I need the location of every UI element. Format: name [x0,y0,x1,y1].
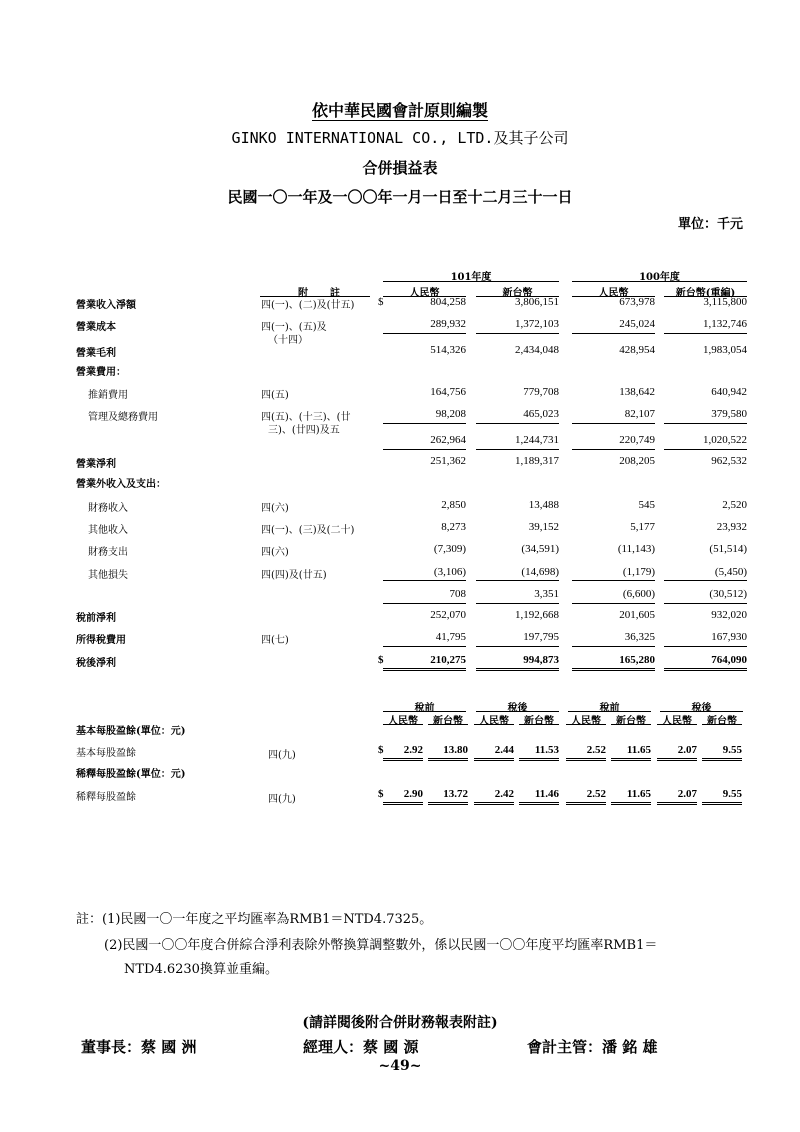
eps-value: 11.65 [626,744,651,756]
cell-v1: 98,208 [435,408,466,420]
eps-col-rmb: 人民幣 [479,716,509,727]
row-label: 營業淨利 [76,459,116,470]
eps-col-ntd: 新台幣 [616,716,646,727]
row-label: 營業成本 [76,322,116,333]
dollar-sign: $ [378,744,384,756]
eps-pre-tax-100: 稅前 [599,703,620,714]
cell-v2: 2,434,048 [515,344,559,356]
section-label: 營業費用： [76,367,126,378]
cell-v2: (14,698) [521,566,559,578]
row-note: 四(四)及(廿五) [261,570,327,581]
cell-v1: 252,070 [430,609,466,621]
cell-v1: (3,106) [433,566,466,578]
eps-value: 11.53 [534,744,559,756]
row-note: 四(五)、(十三)、(廿 [261,412,351,423]
cell-v2: 1,192,668 [515,609,559,621]
cell-v1: 289,932 [430,318,466,330]
cell-v4: 2,520 [722,499,747,511]
accountant-signature: 會計主管：潘 銘 雄 [527,1038,658,1056]
cell-v4: 640,942 [711,386,747,398]
row-note: 四(七) [261,635,289,646]
cell-v4: 23,932 [716,521,747,533]
cell-v2: 197,795 [523,631,559,643]
eps-value: 2.90 [403,788,423,800]
eps-value: 2.52 [586,744,606,756]
eps-pre-tax-101: 稅前 [414,703,435,714]
eps-value: 2.44 [494,744,514,756]
eps-value: 11.46 [534,788,559,800]
eps-col-ntd: 新台幣 [707,716,737,727]
cell-v4: (51,514) [709,543,747,555]
cell-v2: 1,372,103 [515,318,559,330]
eps-col-ntd: 新台幣 [433,716,463,727]
note-header-2: 註 [330,288,340,299]
cell-v4: 962,532 [711,455,747,467]
row-label: 其他收入 [88,525,128,536]
cell-v3: 82,107 [624,408,655,420]
row-label: 其他損失 [88,570,128,581]
eps-value: 2.42 [494,788,514,800]
eps-col-ntd: 新台幣 [524,716,554,727]
col-ntd-101: 新台幣 [502,288,533,299]
cell-v2: 13,488 [528,499,559,511]
dollar-sign: $ [378,296,384,308]
eps-col-rmb: 人民幣 [388,716,418,727]
eps-value: 13.80 [443,744,468,756]
cell-v4: 1,983,054 [703,344,747,356]
cell-v1: 8,273 [441,521,466,533]
cell-v1: 164,756 [430,386,466,398]
basic-eps-note: 四(九) [268,750,296,761]
diluted-eps-label: 稀釋每股盈餘 [76,792,136,803]
dollar-sign: $ [378,654,384,666]
cell-v4: (30,512) [709,588,747,600]
period: 民國一〇一年及一〇〇年一月一日至十二月三十一日 [227,188,573,206]
cell-v3: 673,978 [619,296,655,308]
col-ntd-100: 新台幣(重編) [675,288,736,299]
cell-v3: 36,325 [624,631,655,643]
row-label: 管理及總務費用 [88,412,158,423]
cell-v1: 2,850 [441,499,466,511]
statement-title: 合併損益表 [362,159,438,177]
eps-value: 9.55 [722,744,742,756]
basic-eps-label: 基本每股盈餘 [76,748,136,759]
cell-v1: 251,362 [430,455,466,467]
row-note: 四(一)、(三)及(二十) [261,525,355,536]
cell-v4: 932,020 [711,609,747,621]
cell-v3: 428,954 [619,344,655,356]
col-rmb-101: 人民幣 [409,288,440,299]
cell-v2: (34,591) [521,543,559,555]
report-basis: 依中華民國會計原則編製 [311,101,488,120]
cell-v3: (1,179) [622,566,655,578]
row-label: 營業收入淨額 [76,300,136,311]
eps-post-tax-100: 稅後 [691,703,712,714]
eps-value: 2.07 [677,788,697,800]
cell-v2: 3,806,151 [515,296,559,308]
cell-v1: 804,258 [430,296,466,308]
company-name: GINKO INTERNATIONAL CO., LTD.及其子公司 [231,129,569,147]
cell-v1: 514,326 [430,344,466,356]
chairman-signature: 董事長：蔡 國 洲 [81,1038,197,1056]
cell-v3: 220,749 [619,434,655,446]
manager-signature: 經理人：蔡 國 源 [303,1038,419,1056]
row-label: 財務支出 [88,547,128,558]
cell-v2: 994,873 [523,654,559,666]
cell-v3: 545 [638,499,655,511]
eps-col-rmb: 人民幣 [571,716,601,727]
cell-v4: 3,115,800 [703,296,747,308]
cell-v2: 1,244,731 [515,434,559,446]
cell-v3: 165,280 [619,654,655,666]
col-rmb-100: 人民幣 [598,288,629,299]
row-label: 營業毛利 [76,348,116,359]
cell-v1: 708 [449,588,466,600]
footnote-1: 註：(1)民國一〇一年度之平均匯率為RMB1＝NTD4.7325。 [76,912,433,927]
cell-v2: 465,023 [523,408,559,420]
footnote-2: (2)民國一〇〇年度合併綜合淨利表除外幣換算調整數外，係以民國一〇〇年度平均匯率RMB1＝ [104,938,658,953]
cell-v4: 1,020,522 [703,434,747,446]
cell-v1: 41,795 [435,631,466,643]
cell-v4: 167,930 [711,631,747,643]
cell-v4: 764,090 [711,654,747,666]
row-label: 財務收入 [88,503,128,514]
eps-col-rmb: 人民幣 [662,716,692,727]
refer-notes: (請詳閱後附合併財務報表附註) [302,1015,498,1031]
eps-value: 11.65 [626,788,651,800]
eps-value: 2.07 [677,744,697,756]
row-label: 所得稅費用 [76,635,126,646]
row-label: 稅後淨利 [76,658,116,669]
eps-value: 9.55 [722,788,742,800]
cell-v2: 39,152 [528,521,559,533]
cell-v1: 262,964 [430,434,466,446]
row-note: 四(六) [261,503,289,514]
unit-label: 單位：千元 [677,217,743,232]
cell-v2: 3,351 [534,588,559,600]
cell-v3: 245,024 [619,318,655,330]
diluted-eps-note: 四(九) [268,794,296,805]
cell-v3: 208,205 [619,455,655,467]
dollar-sign: $ [378,788,384,800]
note-header-1: 附 [298,288,308,299]
eps-value: 2.92 [403,744,423,756]
eps-value: 2.52 [586,788,606,800]
cell-v4: 379,580 [711,408,747,420]
cell-v1: (7,309) [433,543,466,555]
cell-v3: 201,605 [619,609,655,621]
year-101-header: 101年度 [450,272,492,283]
basic-eps-title: 基本每股盈餘(單位：元) [76,726,186,737]
cell-v3: 138,642 [619,386,655,398]
row-note: 四(五) [261,390,289,401]
diluted-eps-title: 稀釋每股盈餘(單位：元) [76,769,186,780]
cell-v2: 779,708 [523,386,559,398]
eps-post-tax-101: 稅後 [507,703,528,714]
cell-v1: 210,275 [430,654,466,666]
row-label: 稅前淨利 [76,613,116,624]
year-100-header: 100年度 [639,272,680,283]
cell-v3: (6,600) [622,588,655,600]
cell-v3: (11,143) [617,543,655,555]
cell-v4: 1,132,746 [703,318,747,330]
cell-v2: 1,189,317 [515,455,559,467]
row-label: 推銷費用 [88,390,128,401]
cell-v4: (5,450) [714,566,747,578]
cell-v3: 5,177 [630,521,655,533]
row-note: 四(六) [261,547,289,558]
row-note: 四(一)、(二)及(廿五) [261,300,355,311]
row-note-cont: 三)、(廿四)及五 [268,425,340,436]
footnote-2-cont: NTD4.6230換算並重編。 [124,962,278,977]
row-note-cont: （十四） [268,335,308,346]
eps-value: 13.72 [443,788,468,800]
section-label: 營業外收入及支出： [76,479,166,490]
row-note: 四(一)、(五)及 [261,322,327,333]
page-number: ~49~ [378,1058,422,1074]
